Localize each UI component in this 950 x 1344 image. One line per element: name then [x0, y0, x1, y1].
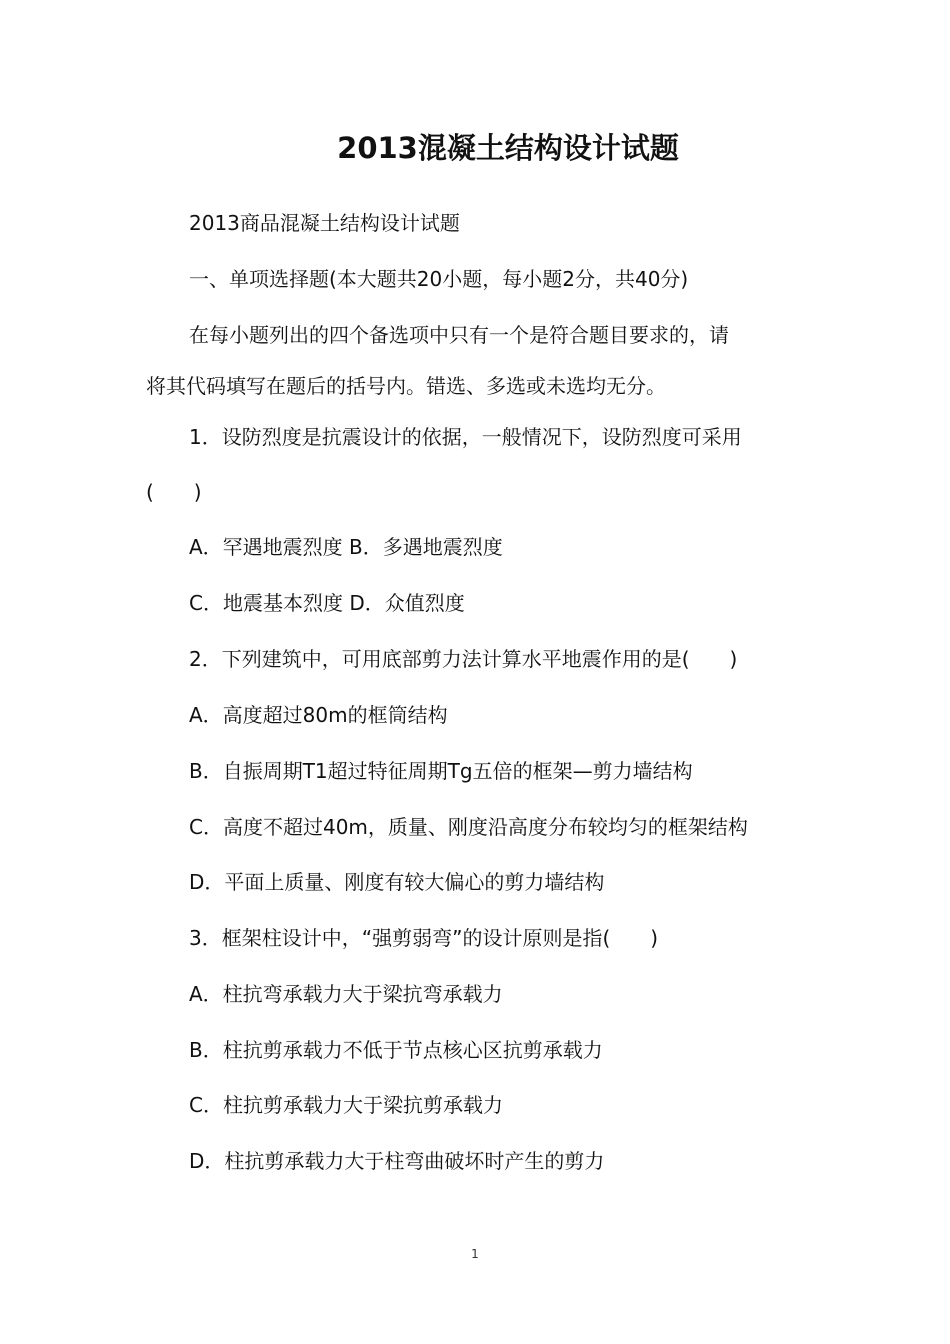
q2-option-b: B．自振周期T1超过特征周期Tg五倍的框架—剪力墙结构 [189, 759, 693, 783]
q1-stem: 1．设防烈度是抗震设计的依据，一般情况下，设防烈度可采用 [189, 425, 742, 449]
q2-option-a: A．高度超过80m的框筒结构 [189, 703, 448, 727]
q2-option-c: C．高度不超过40m，质量、刚度沿高度分布较均匀的框架结构 [189, 815, 748, 839]
q2-option-d: D．平面上质量、刚度有较大偏心的剪力墙结构 [189, 870, 605, 894]
q3-stem: 3．框架柱设计中，“强剪弱弯”的设计原则是指( ) [189, 926, 659, 950]
q3-option-b: B．柱抗剪承载力不低于节点核心区抗剪承载力 [189, 1038, 603, 1062]
section-heading: 一、单项选择题(本大题共20小题，每小题2分，共40分) [189, 267, 689, 291]
q3-option-d: D．柱抗剪承载力大于柱弯曲破坏时产生的剪力 [189, 1149, 605, 1173]
q3-option-c: C．柱抗剪承载力大于梁抗剪承载力 [189, 1093, 503, 1117]
q2-stem: 2．下列建筑中，可用底部剪力法计算水平地震作用的是( ) [189, 647, 738, 671]
instructions-line-2: 将其代码填写在题后的括号内。错选、多选或未选均无分。 [146, 374, 666, 398]
page-number: 1 [471, 1247, 479, 1261]
q1-stem-blank: ( ) [146, 480, 202, 504]
q1-options-ab: A．罕遇地震烈度 B．多遇地震烈度 [189, 535, 503, 559]
q3-option-a: A．柱抗弯承载力大于梁抗弯承载力 [189, 982, 503, 1006]
document-title: 2013混凝土结构设计试题 [337, 131, 679, 165]
q1-options-cd: C．地震基本烈度 D．众值烈度 [189, 591, 465, 615]
instructions-line-1: 在每小题列出的四个备选项中只有一个是符合题目要求的，请 [189, 323, 729, 347]
subtitle: 2013商品混凝土结构设计试题 [189, 211, 460, 235]
